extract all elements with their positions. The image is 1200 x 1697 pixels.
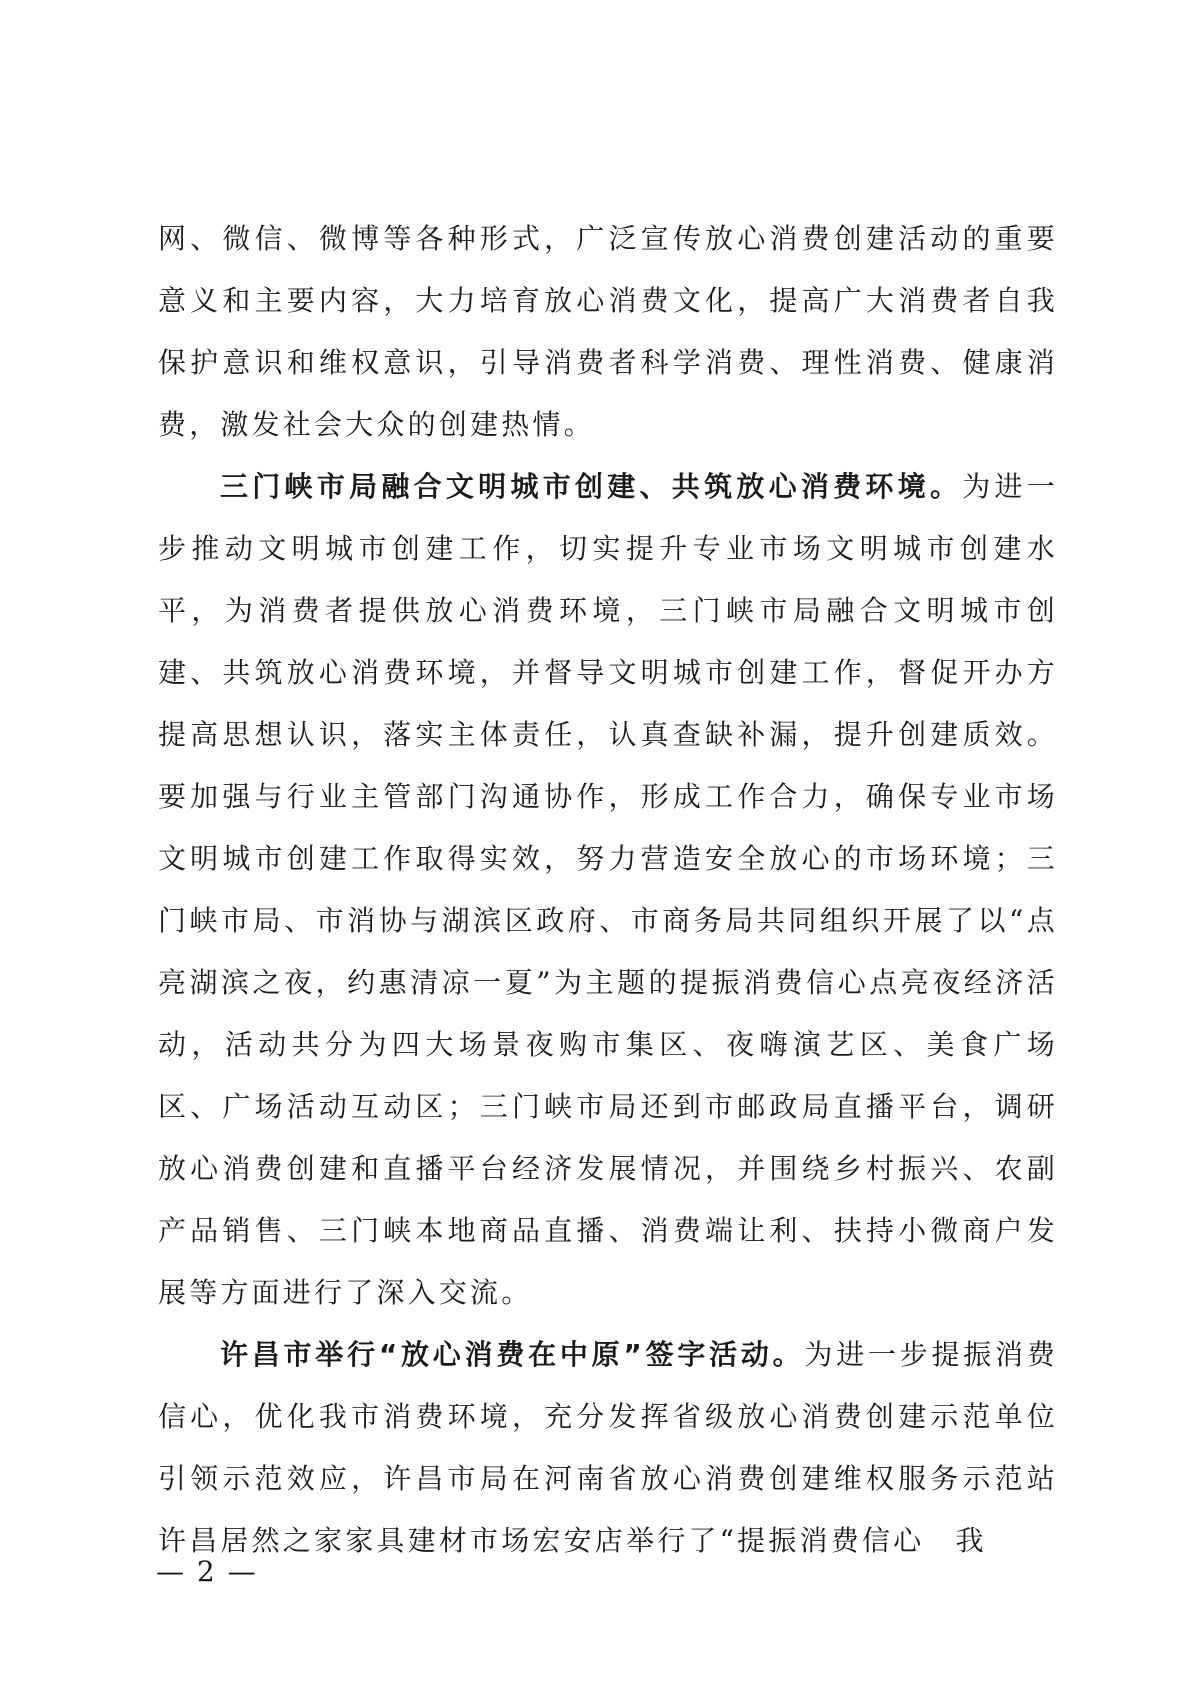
- paragraph-3: [158, 1324, 1058, 1572]
- paragraph-2-text: 为进一步推动文明城市创建工作，切实提升专业市场文明城市创建水平，为消费者提供放心消费环境，三门峡市局融合文明城市创建、共筑放心消费环境，并督导文明城市创建工作，督促开办方提高思想认识，落实主体责任，认真查缺补漏，提升创建质效。要加强与行业主管部门沟通协作，形成工作合力，确保专业市场文明城市创建工作取得实效，努力营造安全放心的市场环境；三门峡市局、市消协与湖滨区政府、市商务局共同组织开展了以“点亮湖滨之夜，约惠清凉一夏”为主题的提振消费信心点亮夜经济活动，活动共分为四大场景夜购市集区、夜嗨演艺区、美食广场区、广场活动互动区；三门峡市局还到市邮政局直播平台，调研放心消费创建和直播平台经济发展情况，并围绕乡村振兴、农副产品销售、三门峡本地商品直播、消费端让利、扶持小微商户发展等方面进行了深入交流。: [158, 470, 1058, 1309]
- paragraph-2-heading: 三门峡市局融合文明城市创建、共筑放心消费环境。: [220, 470, 963, 503]
- paragraph-2: [158, 456, 1058, 1324]
- paragraph-1-text: 网、微信、微博等各种形式，广泛宣传放心消费创建活动的重要意义和主要内容，大力培育放心消费文化，提高广大消费者自我保护意识和维权意识，引导消费者科学消费、理性消费、健康消费，激发社会大众的创建热情。: [158, 222, 1058, 441]
- page-number: — 2 —: [156, 1555, 258, 1588]
- body-text: [158, 208, 1058, 1572]
- paragraph-3-text: 为进一步提振消费信心，优化我市消费环境，充分发挥省级放心消费创建示范单位引领示范效应，许昌市局在河南省放心消费创建维权服务示范站许昌居然之家家具建材市场宏安店举行了“提振消费信心 我: [158, 1338, 1059, 1557]
- paragraph-3-heading: 许昌市举行“放心消费在中原”签字活动。: [220, 1338, 805, 1371]
- paragraph-1: [158, 208, 1058, 456]
